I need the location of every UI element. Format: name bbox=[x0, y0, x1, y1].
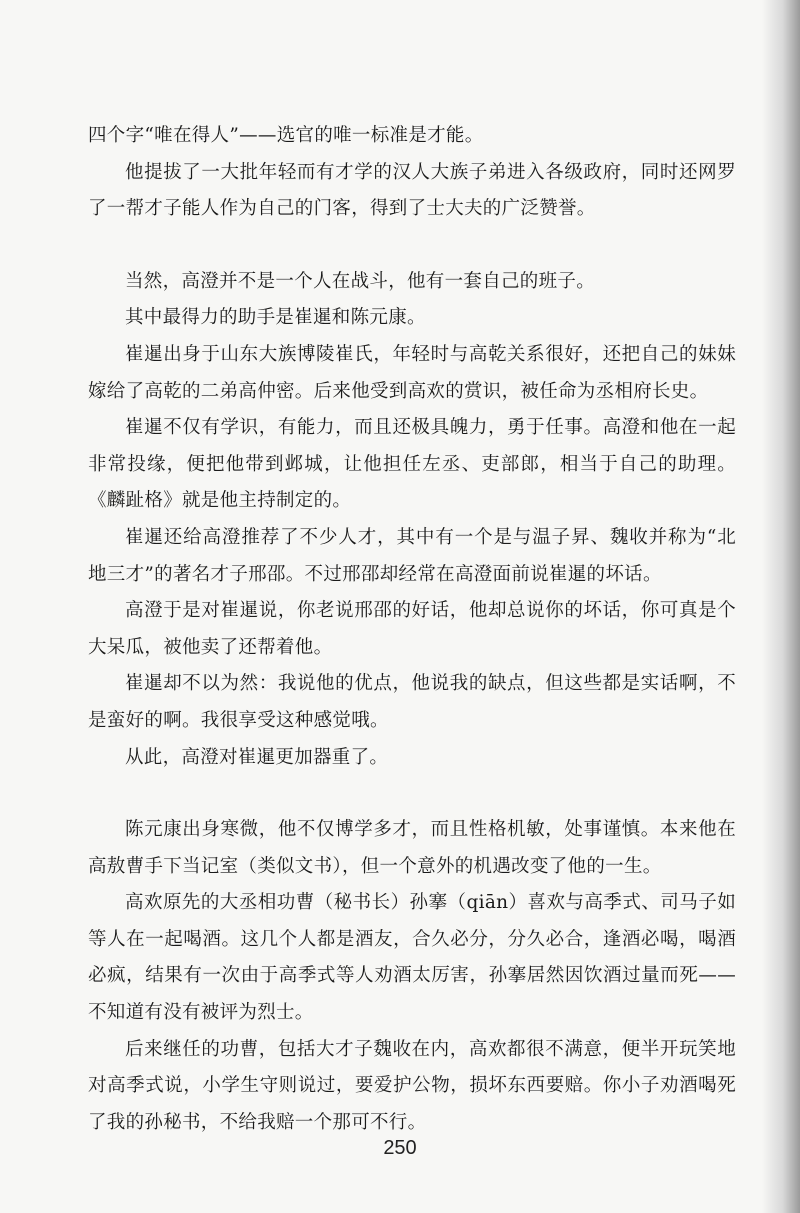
page-number: 250 bbox=[383, 1137, 417, 1159]
paragraph: 崔暹不仅有学识，有能力，而且还极具魄力，勇于任事。高澄和他在一起非常投缘，便把他带到邺城，让他担任左丞、吏部郎，相当于自己的助理。《麟趾格》就是他主持制定的。 bbox=[88, 417, 736, 512]
paragraph: 四个字“唯在得人”——选官的唯一标准是才能。 bbox=[88, 125, 484, 146]
paragraph: 陈元康出身寒微，他不仅博学多才，而且性格机敏，处事谨慎。本来他在高敖曹手下当记室（类似文书），但一个意外的机遇改变了他的一生。 bbox=[88, 819, 736, 877]
paragraph: 高欢原先的大丞相功曹（秘书长）孙搴（qiān）喜欢与高季式、司马子如等人在一起喝酒。这几个人都是酒友，合久必分，分久必合，逢酒必喝，喝酒必疯，结果有一次由于高季式等人劝酒太厉害，孙搴居然因饮酒过量而死——不知道有没有被评为烈士。 bbox=[88, 892, 736, 1024]
paragraph: 高澄于是对崔暹说，你老说邢邵的好话，他却总说你的坏话，你可真是个大呆瓜，被他卖了还帮着他。 bbox=[88, 600, 736, 658]
section-break bbox=[88, 776, 736, 812]
paragraph: 当然，高澄并不是一个人在战斗，他有一套自己的班子。 bbox=[125, 270, 596, 292]
paragraph: 他提拔了一大批年轻而有才学的汉人大族子弟进入各级政府，同时还网罗了一帮才子能人作为自己的门客，得到了士大夫的广泛赞誉。 bbox=[88, 161, 736, 220]
paragraph: 后来继任的功曹，包括大才子魏收在内，高欢都很不满意，便半开玩笑地对高季式说，小学生守则说过，要爱护公物，损坏东西要赔。你小子劝酒喝死了我的孙秘书，不给我赔一个那可不行。 bbox=[88, 1038, 736, 1133]
body-text bbox=[88, 118, 736, 1141]
paragraph: 崔暹还给高澄推荐了不少人才，其中有一个是与温子昇、魏收并称为“北地三才”的著名才子邢邵。不过邢邵却经常在高澄面前说崔暹的坏话。 bbox=[88, 526, 736, 585]
paragraph: 其中最得力的助手是崔暹和陈元康。 bbox=[125, 307, 426, 329]
paragraph: 从此，高澄对崔暹更加器重了。 bbox=[125, 746, 389, 768]
page-spine-shadow bbox=[762, 0, 800, 1213]
paragraph: 崔暹却不以为然：我说他的优点，他说我的缺点，但这些都是实话啊，不是蛮好的啊。我很享受这种感觉哦。 bbox=[88, 673, 736, 731]
section-break bbox=[88, 228, 736, 264]
paragraph: 崔暹出身于山东大族博陵崔氏，年轻时与高乾关系很好，还把自己的妹妹嫁给了高乾的二弟高仲密。后来他受到高欢的赏识，被任命为丞相府长史。 bbox=[88, 343, 736, 402]
